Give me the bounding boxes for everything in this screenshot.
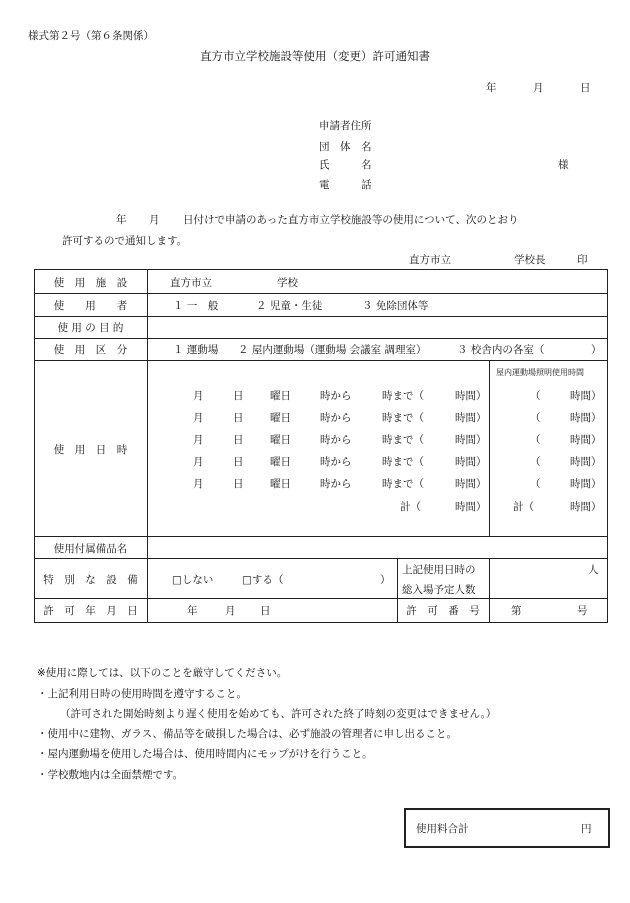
lighting-open: （ [530, 434, 541, 446]
applicant-phone-label: 電 話 [319, 179, 372, 191]
schedule-day: 日 [233, 434, 244, 446]
permit-number-prefix: 第 [511, 605, 522, 617]
lighting-open: （ [530, 478, 541, 490]
applicant-group-label: 団 体 名 [319, 141, 372, 153]
note-item: ・上記利用日時の使用時間を遵守すること。 [37, 688, 247, 700]
permit-month: 月 [225, 605, 236, 617]
schedule-to: 時まで（ [382, 412, 424, 424]
page-title: 直方市立学校施設等使用（変更）許可通知書 [200, 49, 430, 63]
schedule-month: 月 [193, 478, 204, 490]
attendance-label-line2: 総入場予定人数 [402, 584, 476, 596]
schedule-to: 時まで（ [382, 390, 424, 402]
category-option-field: １ 運動場 [173, 344, 219, 356]
lighting-open: （ [530, 456, 541, 468]
facility-suffix: 学校 [277, 277, 298, 289]
date-month: 月 [533, 82, 544, 94]
applicant-honorific: 様 [558, 159, 569, 171]
schedule-weekday: 曜日 [270, 434, 291, 446]
facility-prefix: 直方市立 [170, 277, 212, 289]
body-line1: 日付けで申請のあった直方市立学校施設等の使用について、次のとおり [183, 214, 519, 226]
schedule-hours: 時間） [455, 412, 487, 424]
schedule-to: 時まで（ [382, 478, 424, 490]
category-option-rooms: ３ 校舎内の各室（ [457, 344, 545, 356]
purpose-label: 使 用 の 目 的 [57, 322, 124, 334]
permit-year: 年 [187, 605, 198, 617]
seal-mark: 印 [577, 254, 588, 266]
category-close: ） [591, 344, 602, 356]
table-rule [34, 338, 607, 339]
note-item: ・屋内運動場を使用した場合は、使用時間内にモップがけを行うこと。 [37, 748, 373, 760]
schedule-day: 日 [233, 478, 244, 490]
permit-number-label: 許 可 番 号 [406, 605, 480, 617]
user-option-exempt: ３ 免除団体等 [362, 300, 429, 312]
category-option-gym: ２ 屋内運動場（運動場 会議室 調理室） [238, 344, 427, 356]
schedule-from: 時から [320, 478, 352, 490]
schedule-to: 時まで（ [382, 456, 424, 468]
applicant-name-label: 氏 名 [319, 159, 372, 171]
date-day: 日 [580, 82, 591, 94]
schedule-hours: 時間） [455, 390, 487, 402]
table-rule [34, 360, 607, 361]
user-option-general: １ 一 般 [173, 300, 219, 312]
equipment-label: 使用付属備品名 [53, 543, 128, 555]
table-rule [34, 293, 607, 294]
user-label: 使 用 者 [53, 300, 128, 312]
issuer-city: 直方市立 [409, 254, 451, 266]
schedule-hours: 時間） [455, 478, 487, 490]
attendance-unit: 人 [588, 564, 599, 576]
schedule-from: 時から [320, 412, 352, 424]
lighting-header: 屋内運動場照明使用時間 [496, 368, 584, 377]
lighting-open: （ [530, 390, 541, 402]
datetime-label: 使 用 日 時 [53, 444, 128, 456]
body-year: 年 [116, 214, 127, 226]
category-label: 使 用 区 分 [53, 344, 128, 356]
schedule-weekday: 曜日 [270, 412, 291, 424]
special-option-yes: □する（ [242, 574, 284, 586]
fee-unit: 円 [581, 823, 592, 835]
table-rule [489, 360, 490, 536]
date-year: 年 [486, 82, 497, 94]
schedule-weekday: 曜日 [270, 390, 291, 402]
schedule-from: 時から [320, 390, 352, 402]
table-rule [34, 558, 607, 559]
form-number: 様式第２号（第６条関係） [28, 30, 154, 42]
table-rule [34, 536, 607, 537]
special-option-no: □しない [172, 574, 214, 586]
lighting-hours: 時間） [570, 412, 602, 424]
body-month: 月 [149, 214, 160, 226]
table-rule [34, 316, 607, 317]
lighting-total-hours: 時間） [570, 501, 602, 513]
issuer-principal: 学校長 [514, 254, 546, 266]
schedule-to: 時まで（ [382, 434, 424, 446]
note-item: ・学校敷地内は全面禁煙です。 [37, 769, 184, 781]
total-label: 計（ [400, 501, 421, 513]
table-rule [34, 598, 607, 599]
table-rule [147, 269, 148, 622]
notes-intro: ※使用に際しては、以下のことを厳守してください。 [37, 667, 288, 679]
note-item: ・使用中に建物、ガラス、備品等を破損した場合は、必ず施設の管理者に申し出ること。 [37, 728, 457, 740]
schedule-hours: 時間） [455, 434, 487, 446]
schedule-month: 月 [193, 456, 204, 468]
permit-number-suffix: 号 [577, 605, 588, 617]
schedule-month: 月 [193, 434, 204, 446]
lighting-hours: 時間） [570, 456, 602, 468]
special-close: ） [380, 574, 391, 586]
schedule-from: 時から [320, 434, 352, 446]
user-option-students: ２ 児童・生徒 [256, 300, 323, 312]
schedule-weekday: 曜日 [270, 478, 291, 490]
fee-label: 使用料合計 [416, 823, 469, 835]
permit-day: 日 [260, 605, 271, 617]
note-subitem: （許可された開始時刻より遅く使用を始めても、許可された終了時刻の変更はできません。） [60, 708, 497, 720]
attendance-label-line1: 上記使用日時の [402, 564, 476, 576]
schedule-month: 月 [193, 412, 204, 424]
special-label: 特 別 な 設 備 [43, 574, 138, 586]
lighting-hours: 時間） [570, 390, 602, 402]
total-hours: 時間） [455, 501, 487, 513]
applicant-address-label: 申請者住所 [319, 120, 372, 132]
schedule-weekday: 曜日 [270, 456, 291, 468]
schedule-from: 時から [320, 456, 352, 468]
lighting-total-label: 計（ [513, 501, 534, 513]
schedule-day: 日 [233, 390, 244, 402]
lighting-hours: 時間） [570, 434, 602, 446]
schedule-day: 日 [233, 456, 244, 468]
table-rule [489, 558, 490, 622]
body-line2: 許可するので通知します。 [62, 235, 188, 247]
schedule-day: 日 [233, 412, 244, 424]
permit-date-label: 許 可 年 月 日 [43, 605, 138, 617]
lighting-hours: 時間） [570, 478, 602, 490]
schedule-hours: 時間） [455, 456, 487, 468]
facility-label: 使 用 施 設 [53, 277, 128, 289]
lighting-open: （ [530, 412, 541, 424]
schedule-month: 月 [193, 390, 204, 402]
